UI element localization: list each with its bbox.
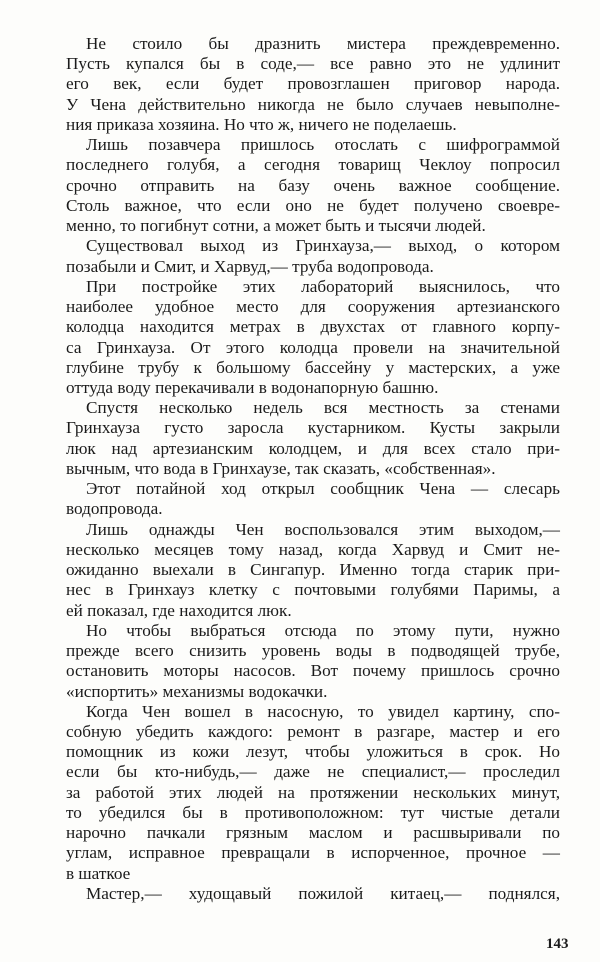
paragraph (66, 702, 560, 884)
text-line: углам, исправное превращали в испорченное, прочное — (66, 843, 560, 863)
text-line: Не стоило бы дразнить мистера преждевременно. (86, 34, 560, 53)
text-line: то убедился бы в противоположном: тут чистые детали (66, 802, 560, 822)
text-line: Лишь однажды Чен воспользовался этим выходом,— (86, 519, 560, 539)
text-line: оттуда воду перекачивали в водонапорную башню. (66, 377, 439, 397)
paragraph (66, 135, 560, 236)
text-line: Пусть купался бы в соде,— все равно это не удлинит (66, 54, 560, 74)
text-line: ния приказа хозяина. Но что ж, ничего не поделаешь. (66, 114, 457, 134)
text-line: в шаткое (66, 863, 131, 883)
text-line: Спустя несколько недель вся местность за стенами (86, 398, 560, 418)
text-line: если бы кто-нибудь,— даже не специалист,— проследил (66, 762, 560, 782)
text-line: глубине трубу к большому бассейну у мастерских, а уже (66, 357, 560, 377)
text-line: срочно отправить на базу очень важное сообщение. (66, 175, 560, 195)
text-line: ожиданно выехали в Сингапур. Именно тогда старик при- (66, 560, 560, 580)
text-line: колодца находится метрах в двухстах от главного корпу- (66, 317, 560, 337)
text-line: Этот потайной ход открыл сообщник Чена — слесарь (86, 479, 560, 499)
page-body-text (66, 34, 560, 904)
text-line: прежде всего снизить уровень воды в подводящей трубе, (66, 641, 560, 661)
text-line: несколько месяцев тому назад, когда Харвуд и Смит не- (66, 539, 560, 559)
text-line: остановить моторы насосов. Вот почему пришлось срочно (66, 661, 560, 681)
text-line: за работой этих людей на протяжении нескольких минут, (66, 782, 560, 802)
text-line: Столь важное, что если оно не будет получено своевре- (66, 195, 560, 215)
text-line: водопровода. (66, 499, 163, 519)
paragraph (66, 236, 560, 276)
paragraph (66, 621, 560, 702)
text-line: наиболее удобное место для сооружения артезианского (66, 297, 560, 317)
text-line: менно, то погибнут сотни, а может быть и тысячи людей. (66, 216, 486, 236)
text-line: нарочно пачкали грязным маслом и расшвыривали по (66, 823, 560, 843)
text-line: Но чтобы выбраться отсюда по этому пути, нужно (86, 620, 560, 640)
page-number: 143 (546, 936, 569, 952)
paragraph (66, 479, 560, 519)
text-line: помощник из кожи лезут, чтобы уложиться в срок. Но (66, 742, 560, 762)
text-line: собную убедить каждого: ремонт в разгаре, мастер и его (66, 721, 560, 741)
text-line: Мастер,— худощавый пожилой китаец,— поднялся, (86, 883, 560, 903)
paragraph (66, 520, 560, 621)
text-line: нес в Гринхауз клетку с почтовыми голубями Паримы, а (66, 580, 560, 600)
text-line: Гринхауза густо заросла кустарником. Кусты закрыли (66, 418, 560, 438)
text-line: его век, если будет провозглашен приговор народа. (66, 74, 560, 94)
text-line: вычным, что вода в Гринхаузе, так сказать, «собственная». (66, 458, 496, 478)
text-line: последнего голубя, а сегодня товарищ Чеклоу попросил (66, 155, 560, 175)
text-line: ей показал, где находится люк. (66, 600, 292, 620)
text-line: Лишь позавчера пришлось отослать с шифрограммой (86, 135, 560, 155)
text-line: При постройке этих лабораторий выяснилось, что (86, 276, 560, 296)
paragraph (66, 884, 560, 904)
text-line: «испортить» механизмы водокачки. (66, 681, 328, 701)
text-line: позабыли и Смит, и Харвуд,— труба водопровода. (66, 256, 434, 276)
text-line: У Чена действительно никогда не было случаев невыполне- (66, 94, 560, 114)
paragraph (66, 398, 560, 479)
text-line: Когда Чен вошел в насосную, то увидел картину, спо- (86, 701, 560, 721)
text-line: люк над артезианским колодцем, и для всех стало при- (66, 438, 560, 458)
text-line: Существовал выход из Гринхауза,— выход, о котором (86, 236, 560, 256)
paragraph (66, 34, 560, 135)
text-line: са Гринхауза. От этого колодца провели на значительной (66, 337, 560, 357)
paragraph (66, 277, 560, 398)
